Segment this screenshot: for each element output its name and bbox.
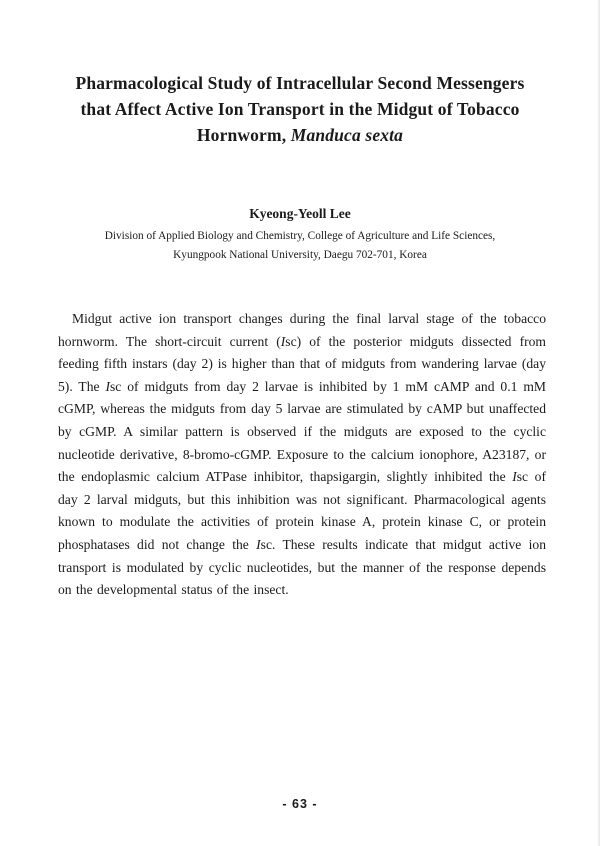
page-number: - 63 -: [282, 797, 318, 811]
author-affiliation: [40, 227, 560, 265]
isc-italic: I: [512, 469, 517, 485]
title-line-2: that Affect Active Ion Transport in the Midgut of Tobacco: [80, 99, 520, 119]
abstract-text-5: sc. These results indicate that midgut active ion transport is modulated by cyclic nucleotides, but the manner of the response depends on the developmental status of the insect.: [58, 536, 546, 598]
abstract-paragraph: [58, 308, 546, 602]
author-name: Kyeong-Yeoll Lee: [249, 206, 351, 221]
affiliation-line-1: Division of Applied Biology and Chemistry, College of Agriculture and Life Sciences,: [104, 230, 496, 242]
title-line-1: Pharmacological Study of Intracellular Second Messengers: [75, 73, 525, 93]
title-line-3-prefix: Hornworm,: [196, 125, 291, 145]
abstract-text-3: sc of midguts from day 2 larvae is inhibited by 1 mM cAMP and 0.1 mM cGMP, whereas the midguts from day 5 larvae are stimulated by cAMP but unaffected by cGMP. A similar pattern is observed if the midguts are exposed to the cyclic nucleotide derivative, 8-bromo-cGMP. Exposure to the calcium ionophore, A23187, or the endoplasmic calcium ATPase inhibitor, thapsigargin, slightly inhibited the: [58, 378, 546, 485]
abstract-text-1: Midgut active ion transport changes during the final larval stage of the tobacco hornworm. The short-circuit current (: [58, 311, 546, 349]
abstract-text-4: sc of day 2 larval midguts, but this inhibition was not significant. Pharmacological agents known to modulate the activities of protein kinase A, protein kinase C, or protein phosphatases did not change the: [58, 469, 546, 552]
isc-italic: I: [256, 536, 261, 552]
affiliation-line-2: Kyungpook National University, Daegu 702-701, Korea: [173, 249, 427, 261]
isc-italic: I: [105, 378, 110, 394]
title-line-3: [40, 122, 560, 148]
abstract-text-2: sc) of the posterior midguts dissected from feeding fifth instars (day 2) is higher than that of midguts from wandering larvae (day 5). The: [58, 333, 546, 394]
isc-italic: I: [280, 333, 286, 349]
species-name: Manduca sexta: [290, 125, 404, 145]
paper-title: [40, 70, 560, 148]
